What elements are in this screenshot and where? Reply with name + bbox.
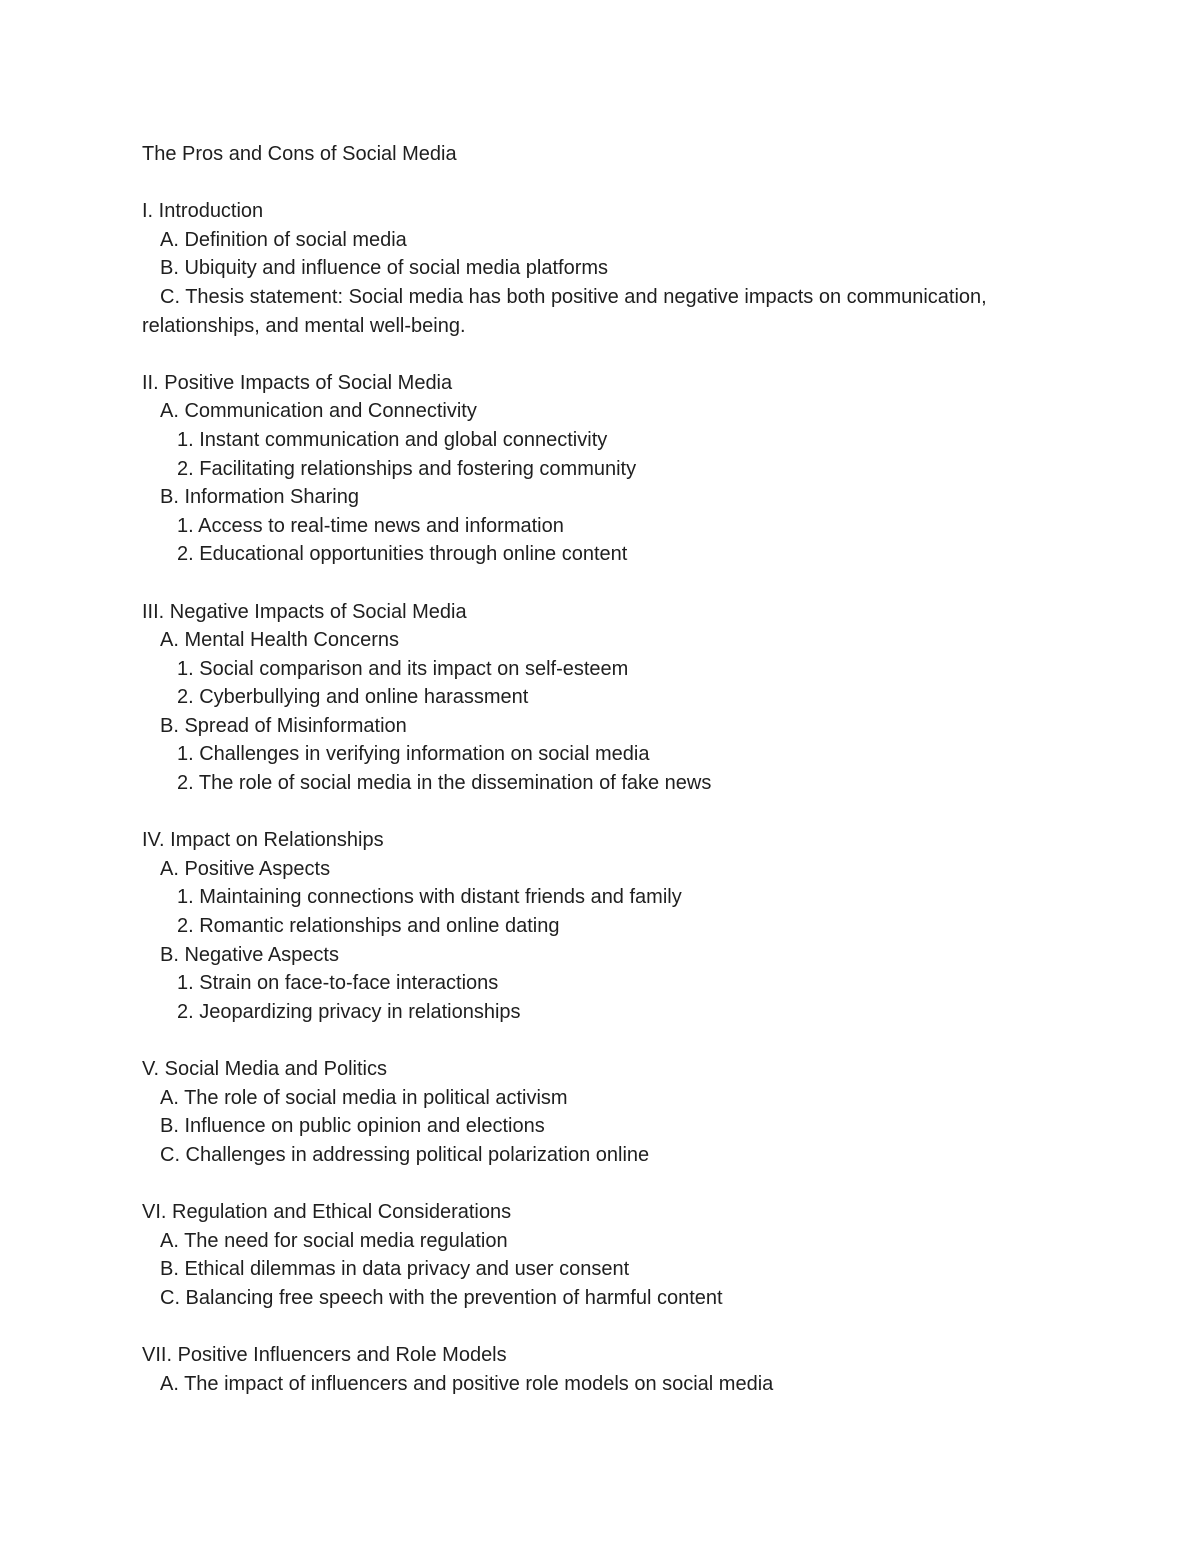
spacer bbox=[142, 169, 1062, 198]
outline-item: B. Ethical dilemmas in data privacy and user consent bbox=[160, 1258, 630, 1281]
outline-item: B. Ubiquity and influence of social media platforms bbox=[160, 257, 609, 280]
spacer bbox=[142, 569, 1062, 598]
outline-item: A. The role of social media in political activism bbox=[160, 1086, 568, 1109]
outline-item-thesis-continuation: relationships, and mental well-being. bbox=[142, 314, 466, 337]
spacer bbox=[142, 340, 1062, 369]
section-heading-negative-impacts: III. Negative Impacts of Social Media bbox=[142, 600, 467, 623]
outline-subitem: 2. Cyberbullying and online harassment bbox=[177, 686, 529, 709]
outline-content bbox=[142, 140, 1062, 1398]
outline-subitem: 1. Challenges in verifying information on social media bbox=[177, 743, 650, 766]
outline-item-thesis: C. Thesis statement: Social media has both positive and negative impacts on communication, bbox=[160, 285, 987, 308]
outline-subitem: 1. Instant communication and global connectivity bbox=[177, 428, 608, 451]
outline-item: A. Communication and Connectivity bbox=[160, 400, 477, 423]
outline-item: C. Challenges in addressing political polarization online bbox=[160, 1143, 650, 1166]
outline-subitem: 2. Facilitating relationships and fostering community bbox=[177, 457, 637, 480]
spacer bbox=[142, 1026, 1062, 1055]
outline-item: A. Mental Health Concerns bbox=[160, 629, 400, 652]
outline-subitem: 1. Access to real-time news and information bbox=[177, 514, 564, 537]
section-heading-influencers: VII. Positive Influencers and Role Models bbox=[142, 1343, 507, 1366]
outline-item: A. Positive Aspects bbox=[160, 857, 331, 880]
outline-subitem: 1. Maintaining connections with distant friends and family bbox=[177, 886, 682, 909]
spacer bbox=[142, 1312, 1062, 1341]
outline-item: C. Balancing free speech with the prevention of harmful content bbox=[160, 1286, 723, 1309]
outline-item: A. Definition of social media bbox=[160, 228, 407, 251]
section-heading-regulation: VI. Regulation and Ethical Considerations bbox=[142, 1200, 512, 1223]
outline-subitem: 2. Jeopardizing privacy in relationships bbox=[177, 1000, 521, 1023]
document-title: The Pros and Cons of Social Media bbox=[142, 143, 457, 165]
outline-item: B. Information Sharing bbox=[160, 486, 359, 509]
outline-subitem: 1. Social comparison and its impact on self-esteem bbox=[177, 657, 629, 680]
outline-item: B. Influence on public opinion and elections bbox=[160, 1115, 545, 1138]
outline-item: B. Spread of Misinformation bbox=[160, 714, 407, 737]
outline-subitem: 1. Strain on face-to-face interactions bbox=[177, 972, 499, 995]
outline-subitem: 2. Romantic relationships and online dating bbox=[177, 915, 560, 938]
outline-item: A. The impact of influencers and positive role models on social media bbox=[160, 1372, 774, 1395]
spacer bbox=[142, 1169, 1062, 1198]
section-heading-introduction: I. Introduction bbox=[142, 200, 264, 223]
section-heading-relationships: IV. Impact on Relationships bbox=[142, 829, 384, 852]
outline-subitem: 2. The role of social media in the dissemination of fake news bbox=[177, 772, 712, 795]
section-heading-positive-impacts: II. Positive Impacts of Social Media bbox=[142, 371, 453, 394]
section-heading-politics: V. Social Media and Politics bbox=[142, 1058, 387, 1080]
outline-item: B. Negative Aspects bbox=[160, 943, 339, 966]
outline-subitem: 2. Educational opportunities through online content bbox=[177, 543, 628, 566]
spacer bbox=[142, 798, 1062, 827]
outline-item: A. The need for social media regulation bbox=[160, 1229, 508, 1252]
